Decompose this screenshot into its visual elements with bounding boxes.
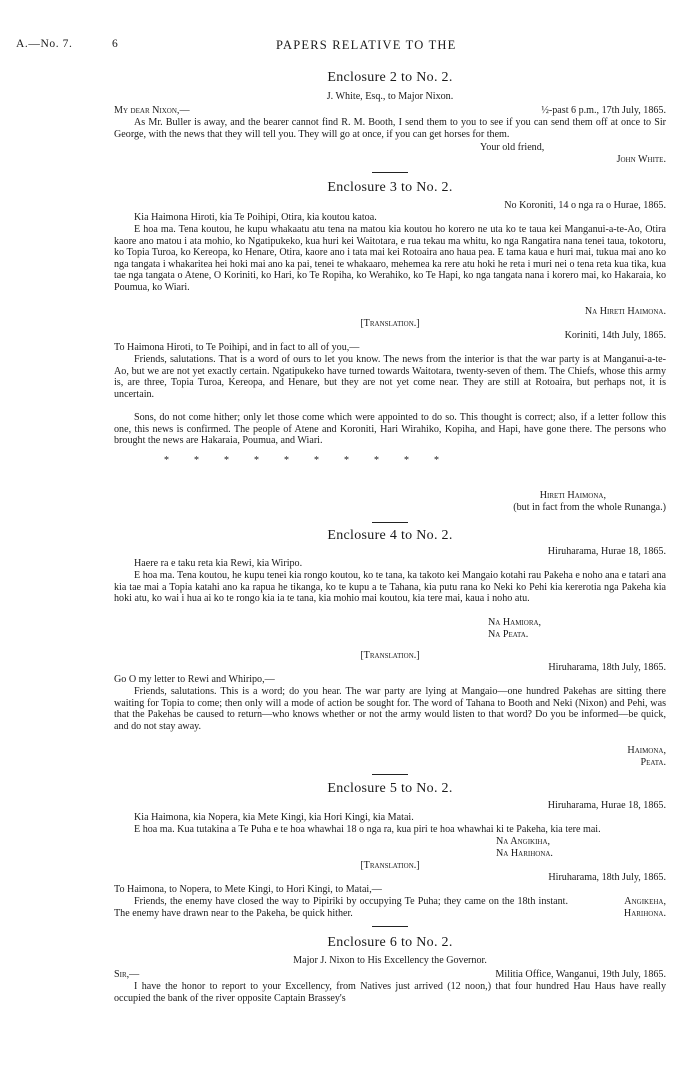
document-reference: A.—No. 7. [16,38,73,50]
section-divider [372,926,408,927]
enclosure-2-time: ½-past 6 p.m., 17th July, 1865. [541,105,666,116]
enclosure-6-body: I have the honor to report to your Excellency, from Natives just arrived (12 noon,) that four hundred Hau Haus have really occupied the bank of the river opposite Captain Brassey's [114,981,666,1004]
enclosure-4-maori-signature-1: Na Hamiora, [488,617,542,628]
enclosure-2-subhead: J. White, Esq., to Major Nixon. [326,91,454,102]
enclosure-4-maori-body: E hoa ma. Tena koutou, he kupu tenei kia rongo koutou, ko te tana, ka takoto kei Mangaio kotahi rau Pakeha e noho ana e tatari ana kia tae mai a Topia katahi ano ka rapua he tikanga, ko te kupu a te Tahana, kia putu rana ko Neki ko Pehi kia kererotia nga Pakeha kia hoki atu, ko wai i hua ai ko te rongo kia ia te tana, kia mohio mai koutou, kia tere mai, kaua i noho atu. [114,570,666,605]
enclosure-4-place-date: Hiruharama, Hurae 18, 1865. [547,546,666,557]
enclosure-5-translation-place-date: Hiruharama, 18th July, 1865. [548,872,666,883]
enclosure-4-translation-signature-1: Haimona, [627,745,666,756]
enclosure-5-maori-body: E hoa ma. Kua tutakina a Te Puha e te hoa whawhai 18 o nga ra, kua piri te hoa whawhai ki te Pakeha, kia tere mai. [134,824,601,835]
enclosure-3-translation-place-date: Koriniti, 14th July, 1865. [564,330,666,341]
enclosure-3-heading: Enclosure 3 to No. 2. [327,180,453,195]
omission-asterisks: * * * * * * * * * * [164,455,439,466]
enclosure-2-signature: John White. [616,154,666,165]
enclosure-5-translation-signature-2: Harihona. [623,908,666,919]
enclosure-5-translation-signature-1: Angikeha, [624,896,666,907]
enclosure-3-signature-note: (but in fact from the whole Runanga.) [513,502,666,513]
enclosure-5-maori-signature-1: Na Angikiha, [496,836,551,847]
running-title: PAPERS RELATIVE TO THE [276,38,457,52]
enclosure-4-translation-label: [Translation.] [360,650,420,661]
enclosure-5-translation-label: [Translation.] [360,860,420,871]
section-divider [372,172,408,173]
enclosure-5-place-date: Hiruharama, Hurae 18, 1865. [547,800,666,811]
enclosure-3-translation-body-1: Friends, salutations. That is a word of ours to let you know. The news from the interior is that the war party is at Manganui-a-te-Ao, but we are not yet exactly certain. Ngatipukeko have turned towards Waitotara, twenty-seven of them. The Chiefs, whose this army is, are three, Topia Turoa, Kereopa, and Henare, but they are not yet come near. They are still at Rotoaira, but perhaps not, it is uncertain. [114,354,666,400]
enclosure-3-maori-body: E hoa ma. Tena koutou, he kupu whakaatu atu tena na matou kia koutou ho korero ne uta ko te taua kei Manganui-a-te-Ao, Otira kaore ano matou i ata mohio, ko Ngatipukeko, kua huri kei Waitotara, e rua tekau ma whitu, ko nga Rangatira nana tenei taua, tokotoru, ko Topia Turoa, ko Kereopa, ko Henare, Otira, kaore ano i tata mai kei Rotoaira ano haua pea. E tama kaua e huri mai, tukua mai ano ko nga tangata i whakaritea hei hoki mai ano ka pai, tenei te whakaaro, mehemea ka rere atu hoki he reta i muri nei o tena reta kua tika, kua tae nga tangata o Atene, O Koriniti, ko Hari, ko Te Ropiha, ko Werahiko, ko Te Hapi, ko nga tangata nana i korero mai, ko Hakaraia, ko Poumua, ko Wiari. [114,224,666,293]
enclosure-5-translation-body: Friends, the enemy have closed the way to Pipiriki by occupying Te Puha; they came on the 18th instant. The enemy have drawn near to the Pakeha, be quick hither. [114,896,568,919]
enclosure-3-address: Kia Haimona Hiroti, kia Te Poihipi, Otira, kia koutou katoa. [134,212,377,223]
enclosure-4-translation-body: Friends, salutations. This is a word; do you hear. The war party are lying at Mangaio—one hundred Pakehas are sitting there waiting for Topia to come; then only will a mode of action be sought for. The word of Tahana to Booth and Neki (Nixon) and Pehi, was that the Pakehas be caused to return—who knows whether or not the army would listen to that word? Do you be informed—be quick, and do not stay away. [114,686,666,732]
enclosure-2-body: As Mr. Buller is away, and the bearer cannot find R. M. Booth, I send them to you to see if you can send them off at once to Sir George, with the news that they will tell you. They will go at once, if you can get horses for them. [114,117,666,140]
section-divider [372,522,408,523]
enclosure-3-place-date: No Koroniti, 14 o nga ra o Hurae, 1865. [504,200,666,211]
enclosure-4-translation-place-date: Hiruharama, 18th July, 1865. [548,662,666,673]
enclosure-5-translation-address: To Haimona, to Nopera, to Mete Kingi, to Hori Kingi, to Matai,— [114,884,382,895]
enclosure-3-translation-address: To Haimona Hiroti, to Te Poihipi, and in fact to all of you,— [114,342,360,353]
enclosure-4-heading: Enclosure 4 to No. 2. [327,528,453,543]
enclosure-6-subhead: Major J. Nixon to His Excellency the Governor. [293,955,487,966]
enclosure-2-heading: Enclosure 2 to No. 2. [327,70,453,85]
page-number: 6 [112,38,119,50]
enclosure-4-translation-address: Go O my letter to Rewi and Whiripo,— [114,674,275,685]
enclosure-3-maori-signature: Na Hireti Haimona. [584,306,666,317]
enclosure-6-salutation: Sir,— [114,969,140,980]
enclosure-5-heading: Enclosure 5 to No. 2. [327,781,453,796]
enclosure-2-closing: Your old friend, [480,142,545,153]
enclosure-3-translation-signature: Hireti Haimona, [539,490,606,501]
enclosure-4-maori-signature-2: Na Peata. [488,629,529,640]
section-divider [372,774,408,775]
enclosure-3-translation-label: [Translation.] [360,318,420,329]
enclosure-3-translation-body-2: Sons, do not come hither; only let those come which were appointed to do so. This thought is correct; also, if a letter follow this one, this news is confirmed. The people of Atene and Koroniti, Hari Wirahiko, Kopiha, and Hapi, have gone there. The persons who brought the news are Hakaraia, Poumua, and Wiari. [114,412,666,447]
enclosure-6-heading: Enclosure 6 to No. 2. [327,935,453,950]
enclosure-6-place-date: Militia Office, Wanganui, 19th July, 1865. [495,969,666,980]
enclosure-5-address: Kia Haimona, kia Nopera, kia Mete Kingi, kia Hori Kingi, kia Matai. [134,812,414,823]
enclosure-4-address: Haere ra e taku reta kia Rewi, kia Wiripo. [134,558,303,569]
enclosure-2-salutation: My dear Nixon,— [114,105,190,116]
enclosure-5-maori-signature-2: Na Harihona. [496,848,553,859]
enclosure-4-translation-signature-2: Peata. [640,757,666,768]
